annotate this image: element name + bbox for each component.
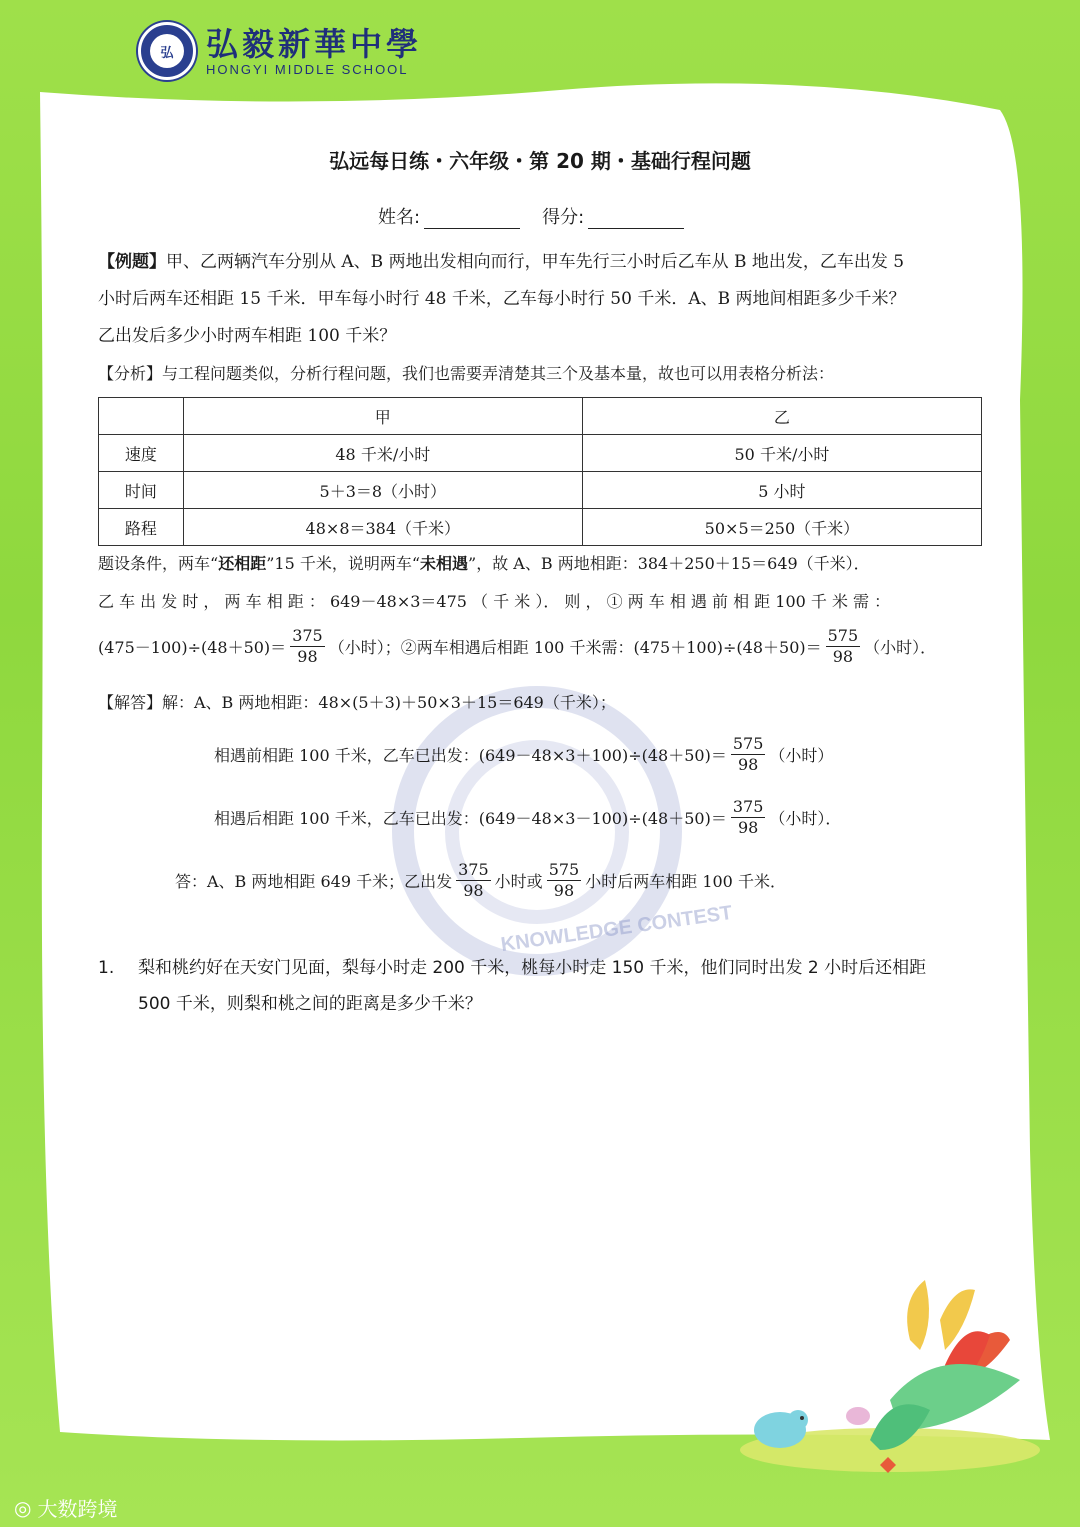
table-cell: 速度 (99, 435, 184, 472)
answer-text: 答：A、B 两地相距 649 千米；乙出发 (175, 872, 453, 891)
fraction-numerator: 575 (548, 860, 580, 879)
question-line1: 梨和桃约好在天安门见面，梨每小时走 200 千米，桃每小时走 150 千米，他们同时出发 2 小时后还相距 (138, 958, 927, 978)
school-name-en: HONGYI MIDDLE SCHOOL (206, 61, 409, 77)
school-name-cn: 弘毅新華中學 (206, 24, 423, 63)
table-cell: 50×5＝250（千米） (582, 509, 981, 546)
table-cell: 时间 (99, 472, 184, 509)
analysis-text: ”15 千米，说明两车“ (266, 554, 421, 573)
table-row (99, 435, 982, 472)
fraction (547, 860, 582, 901)
analysis-formula-line (98, 626, 936, 667)
footer-logo-icon: ◎ (14, 1495, 32, 1520)
analysis-text: ”，故 A、B 两地相距：384＋250＋15＝649（千米）． (468, 554, 870, 573)
answer-text: 小时后两车相距 100 千米． (585, 872, 786, 891)
formula-text: (475－100)÷(48＋50)＝ (98, 638, 287, 657)
fraction-numerator: 375 (292, 626, 323, 645)
formula-text: （小时）；②两车相遇后相距 100 千米需：(475＋100)÷(48＋50)＝ (328, 638, 822, 657)
table-row (99, 509, 982, 546)
fraction-denominator: 98 (737, 818, 759, 837)
footer-text: 大数跨境 (37, 1497, 118, 1521)
fraction-numerator: 375 (732, 797, 764, 816)
answer-text: 小时或 (494, 872, 543, 891)
worksheet-title: 弘远每日练・六年级・第 20 期・基础行程问题 (329, 149, 751, 173)
table-cell: 48 千米/小时 (183, 435, 582, 472)
formula-text: （小时）． (864, 638, 937, 657)
analysis-conclusion (98, 545, 988, 582)
school-emblem-icon: 弘 (138, 22, 196, 80)
score-label: 得分: (542, 207, 585, 228)
example-block (98, 244, 988, 355)
table-header-cell: 乙 (582, 398, 981, 435)
example-line2: 小时后两车还相距 15 千米．甲车每小时行 48 千米，乙车每小时行 50 千米．A、B 两地间相距多少千米？ (98, 289, 906, 309)
analysis-table (98, 397, 982, 546)
fraction-denominator: 98 (553, 881, 575, 900)
table-header-row (99, 398, 982, 435)
table-header-cell (99, 398, 184, 435)
solution-line2 (214, 734, 833, 775)
formula-text: 相遇前相距 100 千米，乙车已出发：(649－48×3＋100)÷(48＋50)＝ (214, 746, 727, 765)
solution-line3 (214, 797, 841, 838)
fraction-denominator: 98 (297, 647, 318, 666)
analysis-line2: 乙 车 出 发 时 ， 两 车 相 距 ： 649－48×3＝475 （ 千 米 ）． 则 ， ① 两 车 相 遇 前 相 距 100 千 米 需 ： (98, 592, 891, 611)
table-cell: 5 小时 (582, 472, 981, 509)
school-logo (138, 22, 422, 80)
fraction-numerator: 575 (827, 626, 859, 645)
analysis-intro: 【分析】与工程问题类似，分析行程问题，我们也需要弄清楚其三个及基本量，故也可以用表格分析法： (98, 364, 835, 383)
analysis-emphasis: 未相遇 (420, 554, 469, 573)
table-cell: 5＋3＝8（小时） (183, 472, 582, 509)
answer-line (175, 860, 786, 901)
fraction-numerator: 575 (732, 734, 764, 753)
example-line3: 乙出发后多少小时两车相距 100 千米？ (98, 326, 397, 346)
formula-text: 相遇后相距 100 千米，乙车已出发：(649－48×3－100)÷(48＋50)＝ (214, 809, 727, 828)
analysis-text: 题设条件，两车“ (98, 554, 219, 573)
fraction (731, 734, 766, 775)
question-1 (98, 950, 988, 1022)
score-blank[interactable] (588, 208, 684, 229)
fraction-numerator: 375 (458, 860, 489, 879)
table-cell: 路程 (99, 509, 184, 546)
fraction (731, 797, 766, 838)
table-cell: 48×8＝384（千米） (183, 509, 582, 546)
fraction-denominator: 98 (463, 881, 484, 900)
table-header-cell: 甲 (183, 398, 582, 435)
formula-text: （小时）． (769, 809, 842, 828)
name-label: 姓名: (378, 207, 421, 228)
name-score-line (378, 203, 702, 229)
question-number: 1. (98, 958, 115, 978)
name-blank[interactable] (424, 208, 520, 229)
table-cell: 50 千米/小时 (582, 435, 981, 472)
example-tag: 【例题】 (98, 252, 166, 272)
example-line1: 甲、乙两辆汽车分别从 A、B 两地出发相向而行，甲车先行三小时后乙车从 B 地出发，乙车出发 5 (166, 252, 905, 272)
flower-bird-decoration (740, 1280, 1040, 1480)
solution-line1: 【解答】解：A、B 两地相距：48×(5＋3)＋50×3＋15＝649（千米）； (98, 693, 616, 712)
fraction (456, 860, 491, 901)
fraction (290, 626, 325, 667)
analysis-emphasis: 还相距 (218, 554, 267, 573)
watermark-text: KNOWLEDGE CONTEST (499, 901, 734, 957)
fraction-denominator: 98 (737, 755, 759, 774)
fraction-denominator: 98 (832, 647, 854, 666)
question-line2: 500 千米，则梨和桃之间的距离是多少千米？ (138, 994, 482, 1014)
formula-text: （小时） (769, 746, 834, 765)
footer-watermark (14, 1493, 117, 1522)
fraction (826, 626, 861, 667)
table-row (99, 472, 982, 509)
